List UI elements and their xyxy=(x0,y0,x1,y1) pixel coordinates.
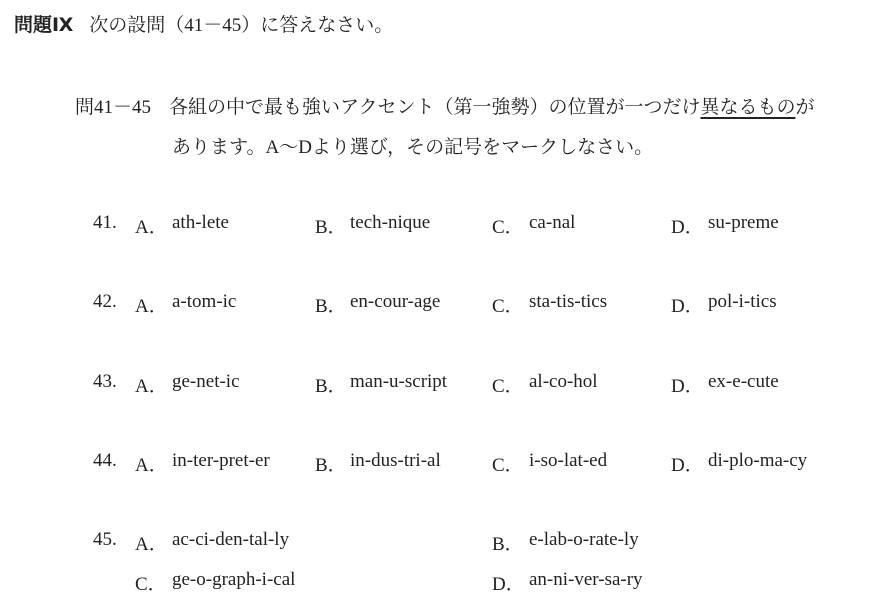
option-word: sta-tis-tics xyxy=(529,291,608,312)
option-letter: D． xyxy=(671,296,704,317)
option-letter: C． xyxy=(135,574,167,595)
section-title xyxy=(14,10,393,37)
instruction-text-end: が xyxy=(795,97,815,118)
section-label: 問題Ⅸ xyxy=(14,14,74,36)
option-letter: A． xyxy=(135,376,168,397)
instruction-line-2: あります。A～Dより選び，その記号をマークしなさい。 xyxy=(172,137,654,158)
question-number: 44. xyxy=(93,450,117,471)
option-word: in-dus-tri-al xyxy=(350,450,441,471)
option-word: ca-nal xyxy=(529,212,576,233)
option-letter: C． xyxy=(492,296,524,317)
option-word: ge-o-graph-i-cal xyxy=(172,569,296,590)
option-word: e-lab-o-rate-ly xyxy=(529,529,639,550)
question-range: 問41－45 xyxy=(75,97,152,118)
option-letter: D． xyxy=(671,217,704,238)
option-letter: B． xyxy=(492,534,524,555)
option-letter: D． xyxy=(492,574,525,595)
underlined-text: 異なるもの xyxy=(700,97,796,118)
option-word: an-ni-ver-sa-ry xyxy=(529,569,643,590)
option-letter: D． xyxy=(671,455,704,476)
option-letter: A． xyxy=(135,296,168,317)
option-word: man-u-script xyxy=(350,371,448,392)
option-letter: A． xyxy=(135,455,168,476)
instruction-line-1 xyxy=(75,92,814,119)
question-number: 41. xyxy=(93,212,117,233)
option-word: di-plo-ma-cy xyxy=(708,450,808,471)
section-instruction: 次の設問（41－45）に答えなさい。 xyxy=(89,15,394,36)
option-letter: C． xyxy=(492,455,524,476)
option-letter: D． xyxy=(671,376,704,397)
option-letter: C． xyxy=(492,376,524,397)
option-word: al-co-hol xyxy=(529,371,598,392)
question-number: 45. xyxy=(93,529,117,550)
option-letter: C． xyxy=(492,217,524,238)
option-word: a-tom-ic xyxy=(172,291,237,312)
option-word: ac-ci-den-tal-ly xyxy=(172,529,290,550)
option-word: tech-nique xyxy=(350,212,431,233)
option-letter: B． xyxy=(315,455,347,476)
question-number: 43. xyxy=(93,371,117,392)
option-word: en-cour-age xyxy=(350,291,441,312)
option-letter: A． xyxy=(135,217,168,238)
option-letter: A． xyxy=(135,534,168,555)
question-number: 42. xyxy=(93,291,117,312)
option-word: ge-net-ic xyxy=(172,371,240,392)
option-word: ex-e-cute xyxy=(708,371,779,392)
option-word: su-preme xyxy=(708,212,779,233)
option-letter: B． xyxy=(315,217,347,238)
option-word: pol-i-tics xyxy=(708,291,777,312)
option-word: in-ter-pret-er xyxy=(172,450,270,471)
option-letter: B． xyxy=(315,296,347,317)
option-word: ath-lete xyxy=(172,212,229,233)
option-letter: B． xyxy=(315,376,347,397)
option-word: i-so-lat-ed xyxy=(529,450,608,471)
instruction-text: 各組の中で最も強いアクセント（第一強勢）の位置が一つだけ xyxy=(169,97,701,118)
